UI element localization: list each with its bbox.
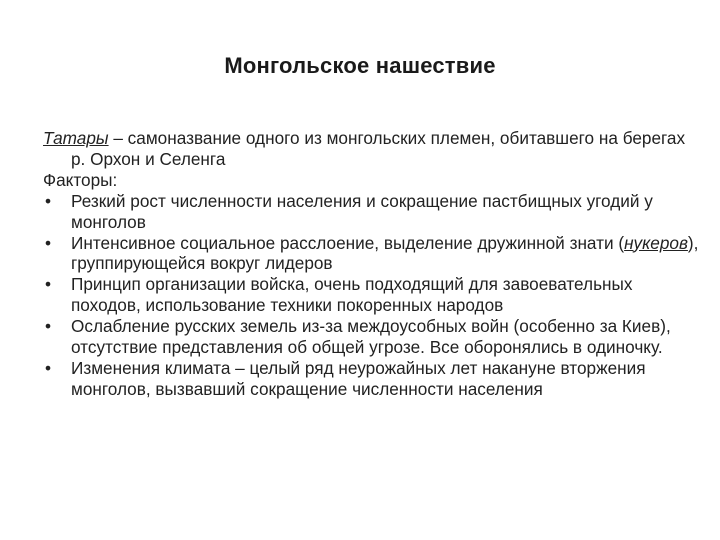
factor-item-3 bbox=[43, 274, 703, 316]
factor-text: Резкий рост численности населения и сокращение пастбищных угодий у монголов bbox=[71, 190, 653, 232]
factor-item-1 bbox=[43, 191, 703, 233]
factor-item-4 bbox=[43, 316, 703, 358]
factor-text: Изменения климата – целый ряд неурожайных лет накануне вторжения монголов, вызвавший сокращение численности населения bbox=[71, 357, 646, 399]
slide-title: Монгольское нашествие bbox=[224, 53, 496, 78]
factor-item-5 bbox=[43, 358, 703, 400]
bullet-icon: • bbox=[45, 357, 52, 378]
factor-term-nukers: нукеров bbox=[624, 232, 688, 253]
factor-text-after: ), группирующейся вокруг лидеров bbox=[71, 232, 699, 274]
factor-text: Принцип организации войска, очень подходящий для завоевательных походов, использование техники покоренных народов bbox=[71, 274, 633, 316]
factor-item-2 bbox=[43, 233, 703, 275]
bullet-icon: • bbox=[45, 274, 52, 295]
definition-text: – самоназвание одного из монгольских племен, обитавшего на берегах р. Орхон и Селенга bbox=[71, 128, 686, 169]
definition-term: Татары bbox=[43, 128, 109, 148]
bullet-icon: • bbox=[45, 316, 52, 337]
bullet-icon: • bbox=[45, 190, 52, 211]
bullet-icon: • bbox=[45, 232, 52, 253]
factor-text-before: Интенсивное социальное расслоение, выделение дружинной знати ( bbox=[71, 232, 625, 253]
factors-list bbox=[43, 191, 703, 400]
factors-heading: Факторы: bbox=[43, 169, 118, 190]
factor-text: Ослабление русских земель из-за междоусобных войн (особенно за Киев), отсутствие представления об общей угрозе. Все оборонялись в одиночку. bbox=[71, 316, 671, 358]
slide-body bbox=[43, 128, 703, 400]
definition-paragraph bbox=[43, 128, 703, 170]
